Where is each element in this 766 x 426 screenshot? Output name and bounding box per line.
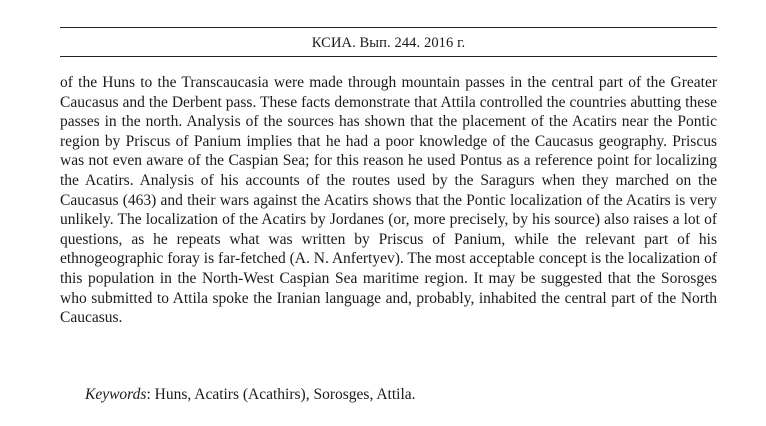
keywords-label: Keywords [85, 386, 147, 403]
document-page [60, 0, 717, 426]
keywords-separator: : [146, 386, 155, 403]
running-header: КСИА. Вып. 244. 2016 г. [311, 35, 466, 51]
keywords-line [85, 385, 717, 405]
keywords-value: Huns, Acatirs (Acathirs), Sorosges, Attila. [154, 386, 416, 403]
abstract-paragraph: of the Huns to the Transcaucasia were made through mountain passes in the central part of the Greater Caucasus and the Derbent pass. These facts demonstrate that Attila controlled the countries abutting these passes in the north. Analysis of the sources has shown that the placement of the Acatirs near the Pontic region by Priscus of Panium implies that he had a poor knowledge of the Caucasus geography. Priscus was not even aware of the Caspian Sea; for this reason he used Pontus as a reference point for localizing the Acatirs. Analysis of his accounts of the routes used by the Saragurs when they marched on the Caucasus (463) and their wars against the Acatirs shows that the Pontic localization of the Acatirs is very unlikely. The localization of the Acatirs by Jordanes (or, more precisely, by his source) also raises a lot of questions, as he repeats what was written by Priscus of Panium, while the relevant part of his ethnogeographic foray is far-fetched (A. N. Anfertyev). The most acceptable concept is the localization of this population in the North-West Caspian Sea maritime region. It may be suggested that the Sorosges who submitted to Attila spoke the Iranian language and, probably, inhabited the central part of the North Caucasus. [60, 74, 717, 327]
header-top-rule [60, 27, 717, 28]
header-bottom-rule [60, 56, 717, 57]
